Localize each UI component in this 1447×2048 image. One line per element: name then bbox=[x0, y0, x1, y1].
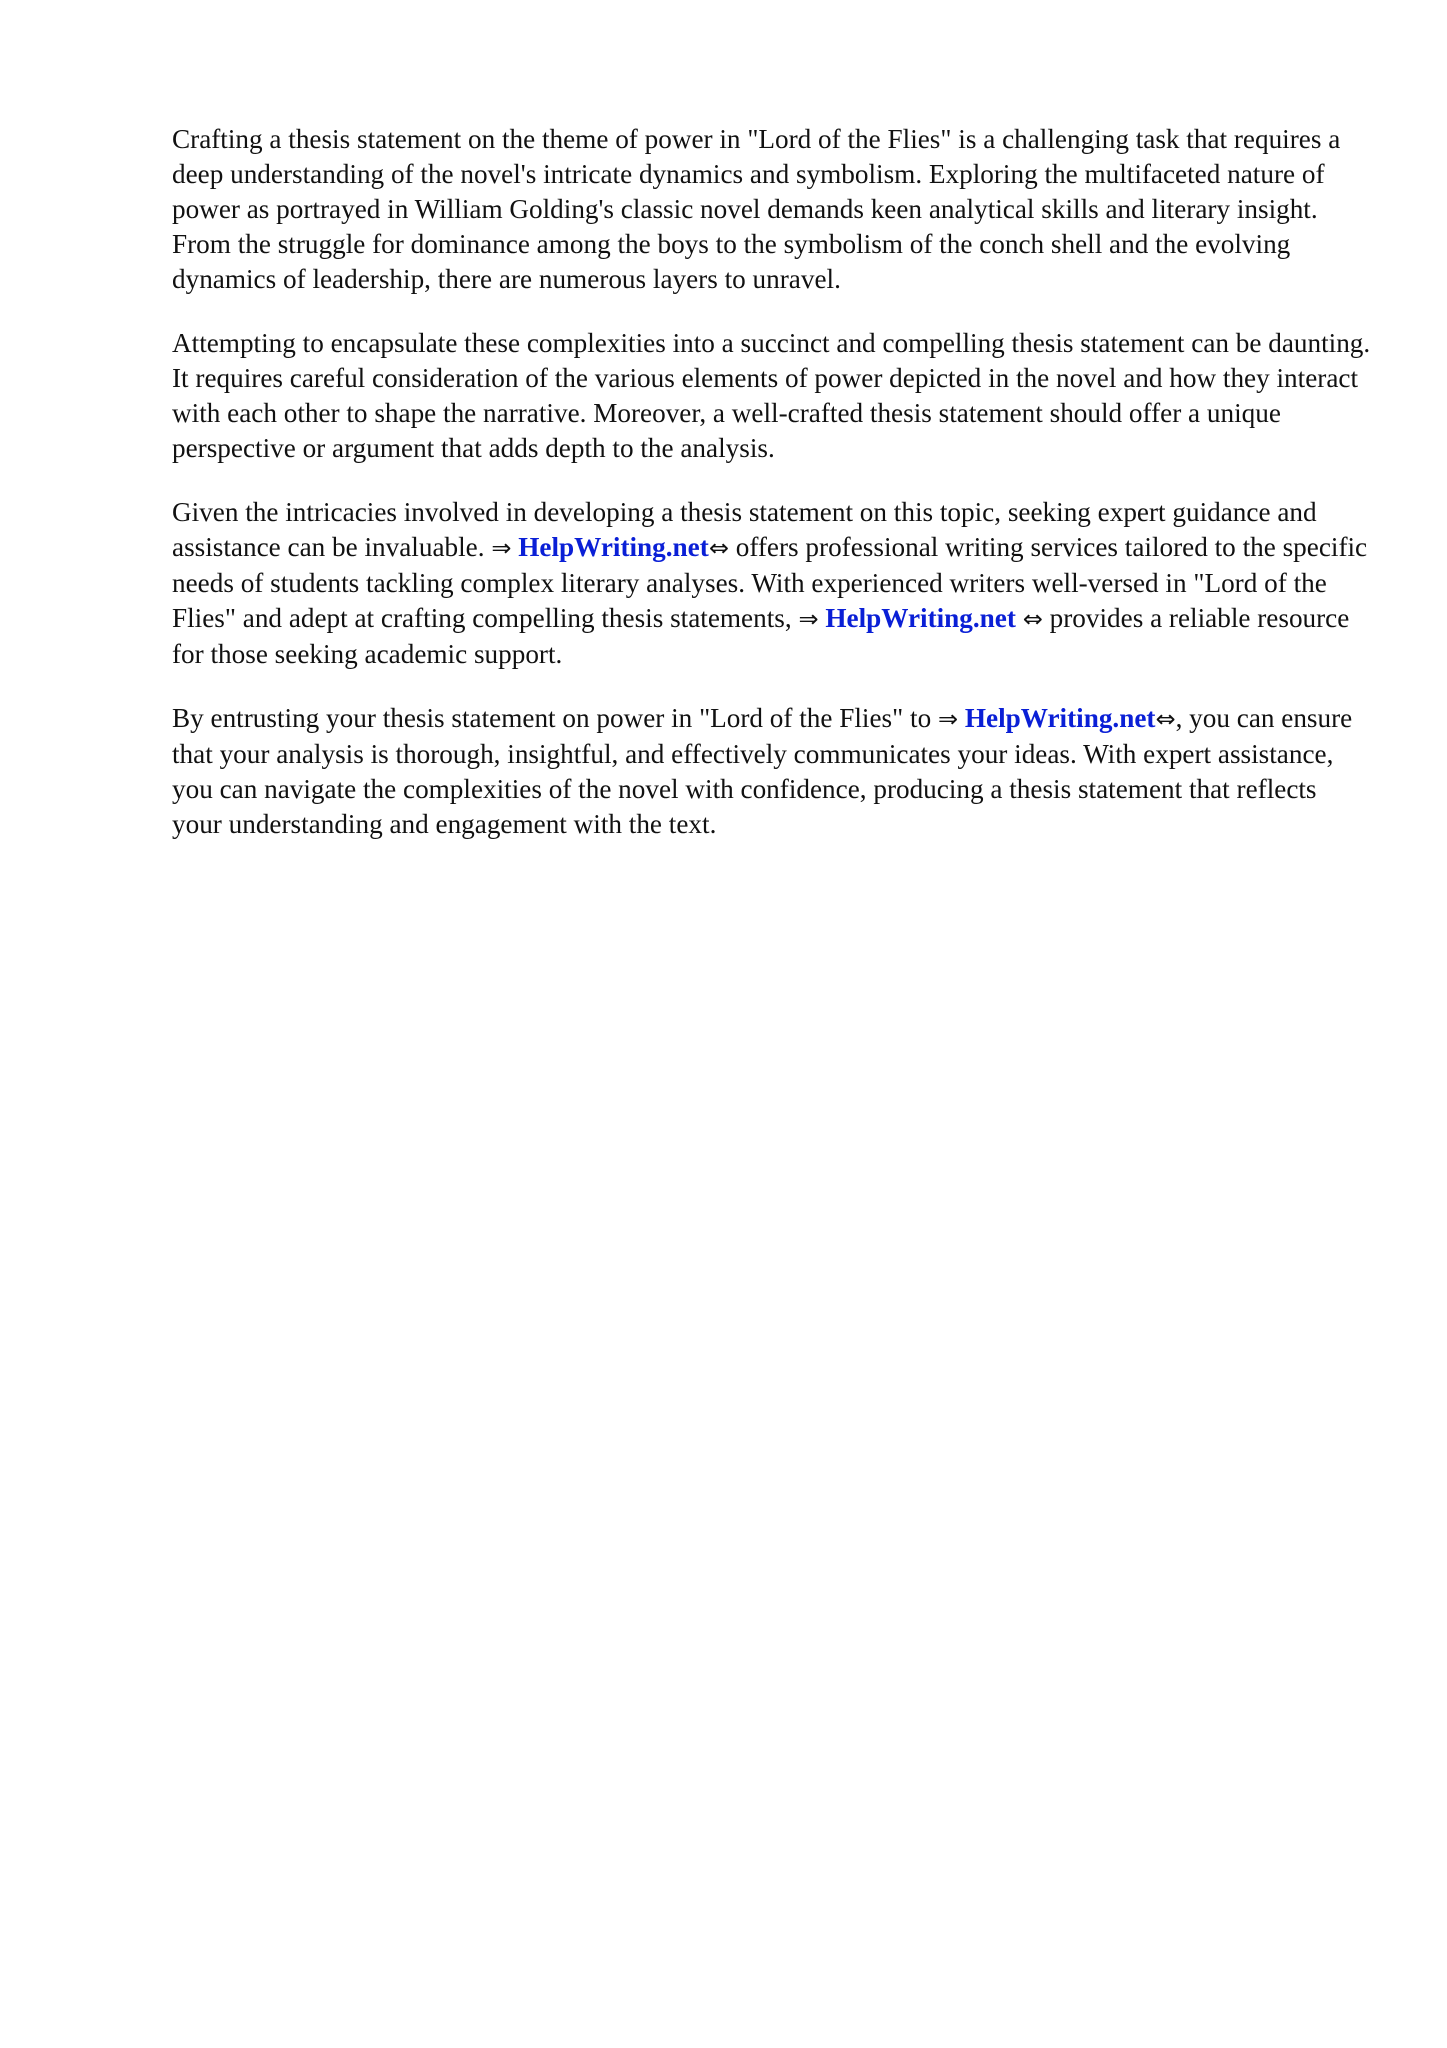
paragraph-2-text: Attempting to encapsulate these complexities into a succinct and compelling thesis statement can be daunting. It requires careful consideration of the various elements of power depicted in the novel and how they interact with each other to shape the narrative. Moreover, a well-crafted thesis statement should offer a unique perspective or argument that adds depth to the analysis. bbox=[172, 328, 1371, 463]
helpwriting-link[interactable]: HelpWriting.net bbox=[825, 603, 1016, 633]
paragraph-1 bbox=[172, 122, 1372, 297]
paragraph-3 bbox=[172, 495, 1372, 672]
paragraph-4-text-1: By entrusting your thesis statement on power in "Lord of the Flies" to bbox=[172, 703, 932, 733]
paragraph-3-text-1: Given the intricacies involved in developing a thesis statement on this topic, seeking expert guidance and assistance can be invaluable. bbox=[172, 497, 1317, 562]
right-arrow-icon: ⇒ bbox=[937, 705, 959, 733]
double-arrow-icon: ⇔ bbox=[1022, 605, 1043, 633]
paragraph-3-text-3: provides a reliable resource for those seeking academic support. bbox=[172, 603, 1350, 669]
paragraph-1-text: Crafting a thesis statement on the theme of power in "Lord of the Flies" is a challenging task that requires a deep understanding of the novel's intricate dynamics and symbolism. Exploring the multifaceted nature of power as portrayed in William Golding's classic novel demands keen analytical skills and literary insight. From the struggle for dominance among the boys to the symbolism of the conch shell and the evolving dynamics of leadership, there are numerous layers to unravel. bbox=[172, 124, 1341, 294]
double-arrow-icon: ⇔ bbox=[1155, 705, 1176, 733]
helpwriting-link[interactable]: HelpWriting.net bbox=[518, 532, 709, 562]
right-arrow-icon: ⇒ bbox=[798, 605, 819, 633]
paragraph-4-text-2: , you can ensure that your analysis is thorough, insightful, and effectively communicates your ideas. With expert assistance, you can navigate the complexities of the novel with confidence, producing a thesis statement that reflects your understanding and engagement with the text. bbox=[172, 703, 1353, 839]
double-arrow-icon: ⇔ bbox=[708, 534, 729, 562]
helpwriting-link[interactable]: HelpWriting.net bbox=[964, 703, 1156, 733]
right-arrow-icon: ⇒ bbox=[491, 534, 512, 562]
paragraph-3-text-2: offers professional writing services tailored to the specific needs of students tackling complex literary analyses. With experienced writers well-versed in "Lord of the Flies" and adept at crafting compelling thesis statements, bbox=[172, 532, 1368, 633]
paragraph-4 bbox=[172, 701, 1372, 842]
document-body bbox=[172, 122, 1372, 871]
paragraph-2 bbox=[172, 326, 1372, 466]
